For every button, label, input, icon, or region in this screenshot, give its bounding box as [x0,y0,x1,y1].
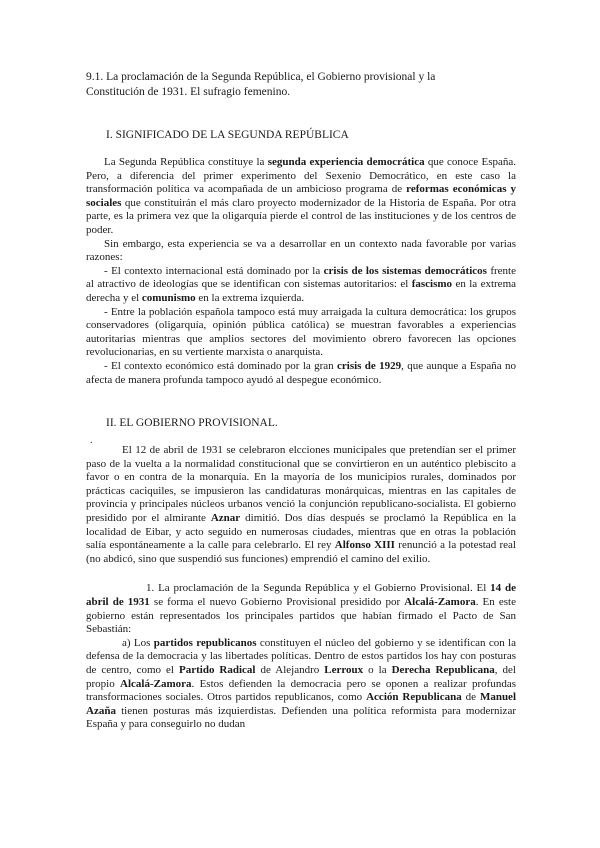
paragraph: La Segunda República constituye la segunda experiencia democrática que conoce España. Pero, a diferencia del primer experimento del Sexenio Democrático, en este caso la transformación política va acompañada de un ambicioso programa de reformas económicas y sociales que constituirán el más claro proyecto modernizador de la Historia de España. Por otra parte, es la primera vez que la oligarquía pierde el control de las instituciones y de los centros de poder. [86,156,516,236]
paragraph: a) Los partidos republicanos constituyen el núcleo del gobierno y se identifican con la defensa de la democracia y las libertades políticas. Dentro de estos partidos los hay con posturas de centro, como el Partido Radical de Alejandro Lerroux o la Derecha Republicana, del propio Alcalá-Zamora. Estos defienden la democracia pero se oponen a realizar profundas transformaciones sociales. Otros partidos republicanos, como Acción Republicana de Manuel Azaña tienen posturas más izquierdistas. Defienden una política reformista para modernizar España y para conseguirlo no dudan [86,636,516,731]
document-title: 9.1. La proclamación de la Segunda República, el Gobierno provisional y la Constitución de 1931. El sufragio femenino. [86,71,436,98]
paragraph: 1. La proclamación de la Segunda República y el Gobierno Provisional. El 14 de abril de 1931 se forma el nuevo Gobierno Provisional presidido por Alcalá-Zamora. En este gobierno están representados los principales partidos que habían firmado el Pacto de San Sebastián: [86,582,517,636]
stray-dot: . [90,435,93,446]
section-heading-gobierno: II. EL GOBIERNO PROVISIONAL. [106,417,278,429]
section-significado-body [86,156,516,387]
bullet-item: - El contexto internacional está dominado por la crisis de los sistemas democráticos frente al atractivo de ideologías que se identifican con sistemas autoritarios: el fascismo en la extrema derecha y el comunismo en la extrema izquierda. [86,264,517,304]
section-heading-significado: I. SIGNIFICADO DE LA SEGUNDA REPÚBLICA [106,129,349,141]
paragraph: Sin embargo, esta experiencia se va a desarrollar en un contexto nada favorable por varias razones: [86,237,516,264]
bullet-item: - Entre la población española tampoco está muy arraigada la cultura democrática: los grupos conservadores (oligarquía, opinión pública católica) se muestran favorables a experiencias autoritarias mientras que amplios sectores del movimiento obrero favorecen las opciones revolucionarias, en su vertiente marxista o anarquista. [86,305,516,359]
paragraph: El 12 de abril de 1931 se celebraron elcciones municipales que pretendían ser el primer paso de la vuelta a la normalidad constitucional que se convirtieron en un auténtico plebiscito a favor o en contra de la monarquía. En la mayoría de los municipios rurales, dominados por prácticas caciquiles, se impusieron las candidaturas monárquicas, mientras en las capitales de provincia y principales núcleos urbanos venció la conjunción republicano-socialista. El gobierno presidido por el almirante Aznar dimitió. Dos días después se proclamó la República en la localidad de Eibar, y acto seguido en numerosas ciudades, mientras que en otras la población salía espontáneamente a la calle para celebrarlo. El rey Alfonso XIII renunció a la potestad real (no abdicó, sino que suspendió sus funciones) emprendió el camino del exilio. [86,444,516,565]
bullet-item: - El contexto económico está dominado por la gran crisis de 1929, que aunque a España no afecta de manera profunda tampoco ayudó al despegue económico. [86,359,516,386]
section-gobierno-body [86,444,516,732]
